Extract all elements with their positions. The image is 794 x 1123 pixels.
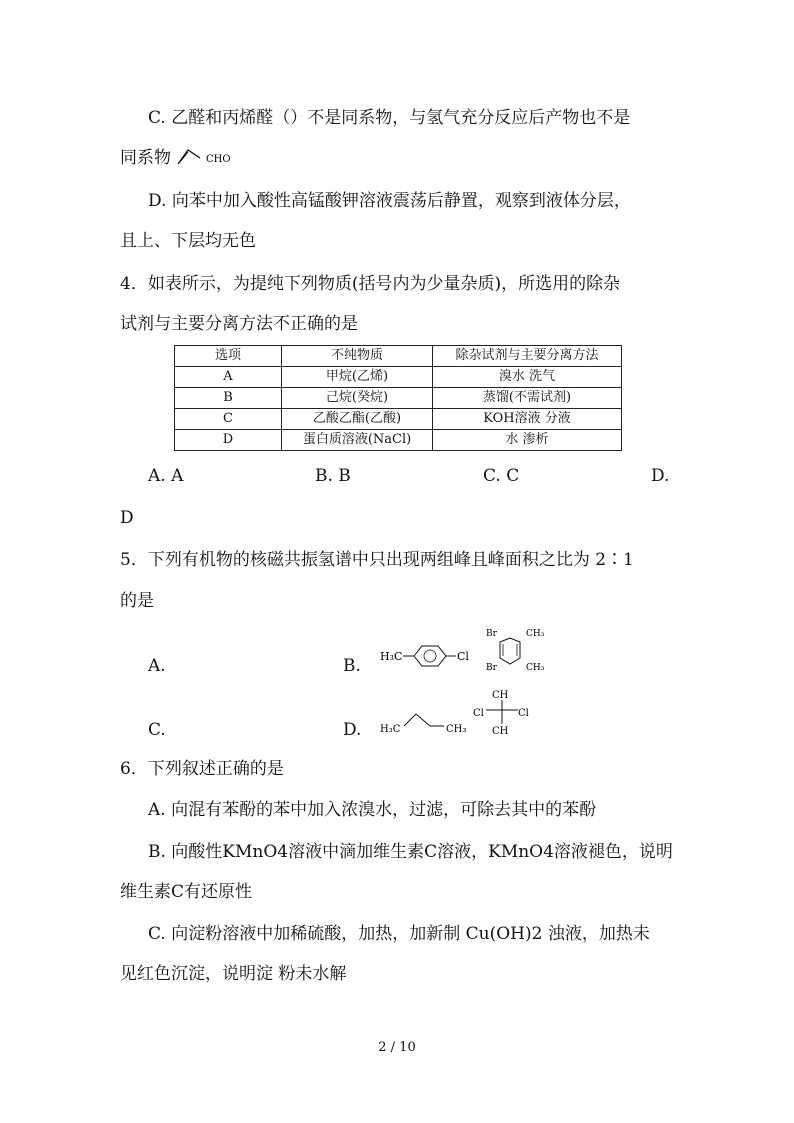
q3-option-d-line1: D. 向苯中加入酸性高锰酸钾溶液震荡后静置，观察到液体分层， (148, 191, 631, 211)
table-header-row (175, 346, 622, 367)
cl-label: Cl (473, 708, 484, 719)
table-cell: B (175, 388, 282, 409)
q4-option-d-wrap: D (120, 508, 134, 528)
table-row (175, 409, 622, 430)
q3-option-c-line1: C. 乙醛和丙烯醛（）不是同系物，与氢气充分反应后产物也不是 (148, 108, 631, 128)
ch3-label: CH₃ (526, 663, 545, 673)
option-b-structures (378, 624, 558, 680)
table-cell: 蒸馏(不需试剂) (433, 388, 622, 409)
q6-option-c-line2: 见红色沉淀，说明淀 粉未水解 (120, 964, 347, 984)
table-header: 不纯物质 (282, 346, 433, 367)
q4-option-d: D. (651, 466, 670, 486)
ch-label: CH (492, 726, 509, 737)
br-label: Br (486, 663, 497, 673)
q6-option-a: A. 向混有苯酚的苯中加入浓溴水，过滤，可除去其中的苯酚 (148, 800, 597, 820)
table-cell: 水 渗析 (433, 430, 622, 451)
cl-label: Cl (457, 650, 469, 663)
q5-option-b: B. (343, 656, 361, 676)
ch3-label: CH₃ (446, 724, 467, 735)
propenal-structure (176, 144, 236, 170)
q4-stem-line2: 试剂与主要分离方法不正确的是 (120, 314, 358, 334)
benzene-ring-icon (414, 646, 446, 666)
br-label: Br (486, 629, 497, 639)
q3-option-d-line2: 且上、下层均无色 (120, 231, 256, 251)
table-header: 选项 (175, 346, 282, 367)
carbon-chain (404, 714, 444, 726)
purification-table (174, 345, 622, 451)
q5-stem-line1: 5．下列有机物的核磁共振氢谱中只出现两组峰且峰面积之比为 2∶1 (120, 550, 634, 570)
q4-option-b: B. B (315, 466, 351, 486)
q3-option-c-line2: 同系物 (120, 148, 171, 168)
option-d-structures (378, 686, 578, 738)
propenal-double-bond (180, 152, 188, 162)
h3c-label: H₃C (380, 650, 403, 663)
q6-option-b-line1: B. 向酸性KMnO4溶液中滴加维生素C溶液，KMnO4溶液褪色，说明 (148, 842, 673, 862)
cho-label: CHO (206, 154, 231, 165)
table-cell: 溴水 洗气 (433, 367, 622, 388)
cl-label: Cl (518, 708, 529, 719)
q4-stem-line1: 4．如表所示，为提纯下列物质(括号内为少量杂质)，所选用的除杂 (120, 274, 621, 294)
page-number: 2 / 10 (378, 1040, 416, 1055)
q5-option-a: A. (148, 656, 166, 676)
ch-label: CH (492, 690, 509, 701)
h3c-label: H₃C (380, 724, 401, 735)
table-cell: A (175, 367, 282, 388)
table-row (175, 388, 622, 409)
table-cell: 乙酸乙酯(乙酸) (282, 409, 433, 430)
q4-option-a: A. A (148, 466, 184, 486)
table-row (175, 367, 622, 388)
table-row (175, 430, 622, 451)
table-cell: D (175, 430, 282, 451)
ch3-label: CH₃ (526, 629, 545, 639)
q6-stem: 6．下列叙述正确的是 (120, 759, 284, 779)
propenal-bond (178, 150, 200, 164)
table-cell: 蛋白质溶液(NaCl) (282, 430, 433, 451)
table-cell: KOH溶液 分液 (433, 409, 622, 430)
table-cell: 甲烷(乙烯) (282, 367, 433, 388)
table-cell: 己烷(癸烷) (282, 388, 433, 409)
q4-option-c: C. C (483, 466, 520, 486)
q6-option-c-line1: C. 向淀粉溶液中加稀硫酸，加热，加新制 Cu(OH)2 浊液，加热未 (148, 924, 650, 944)
q5-option-c: C. (148, 720, 166, 740)
q5-stem-line2: 的是 (120, 591, 154, 611)
table-header: 除杂试剂与主要分离方法 (433, 346, 622, 367)
q5-option-d: D. (343, 720, 362, 740)
table-cell: C (175, 409, 282, 430)
q6-option-b-line2: 维生素C有还原性 (120, 882, 253, 902)
